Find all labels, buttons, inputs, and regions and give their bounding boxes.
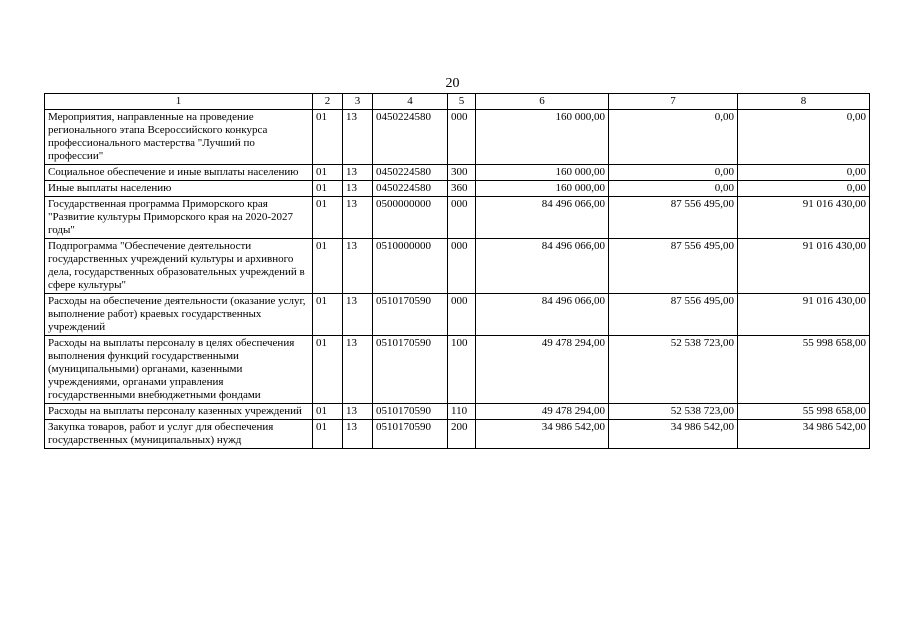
- column-header: 3: [343, 94, 373, 110]
- amount-col6: 160 000,00: [476, 165, 609, 181]
- subsection-code: 13: [343, 197, 373, 239]
- expense-name: Подпрограмма "Обеспечение деятельности государственных учреждений культуры и архивного дела, государственных образовательных учреждений в сфере культуры": [45, 239, 313, 294]
- target-item-code: 0450224580: [373, 181, 448, 197]
- amount-col7: 87 556 495,00: [609, 239, 738, 294]
- amount-col6: 160 000,00: [476, 181, 609, 197]
- amount-col6: 49 478 294,00: [476, 404, 609, 420]
- amount-col7: 52 538 723,00: [609, 336, 738, 404]
- target-item-code: 0510170590: [373, 420, 448, 449]
- table-row: [45, 197, 870, 239]
- target-item-code: 0510000000: [373, 239, 448, 294]
- expense-name: Расходы на выплаты персоналу казенных учреждений: [45, 404, 313, 420]
- amount-col6: 34 986 542,00: [476, 420, 609, 449]
- table-row: [45, 165, 870, 181]
- section-code: 01: [313, 197, 343, 239]
- expense-type-code: 000: [448, 197, 476, 239]
- column-header: 4: [373, 94, 448, 110]
- column-header: 7: [609, 94, 738, 110]
- amount-col6: 160 000,00: [476, 110, 609, 165]
- amount-col6: 84 496 066,00: [476, 239, 609, 294]
- subsection-code: 13: [343, 181, 373, 197]
- subsection-code: 13: [343, 239, 373, 294]
- expense-type-code: 360: [448, 181, 476, 197]
- amount-col8: 0,00: [738, 181, 870, 197]
- section-code: 01: [313, 294, 343, 336]
- table-row: [45, 336, 870, 404]
- section-code: 01: [313, 404, 343, 420]
- expense-type-code: 000: [448, 239, 476, 294]
- section-code: 01: [313, 110, 343, 165]
- column-header: 2: [313, 94, 343, 110]
- column-header: 6: [476, 94, 609, 110]
- subsection-code: 13: [343, 404, 373, 420]
- table-header-row: [45, 94, 870, 110]
- expense-type-code: 200: [448, 420, 476, 449]
- amount-col8: 91 016 430,00: [738, 239, 870, 294]
- amount-col7: 0,00: [609, 181, 738, 197]
- table-row: [45, 404, 870, 420]
- column-header: 5: [448, 94, 476, 110]
- table-row: [45, 110, 870, 165]
- amount-col7: 52 538 723,00: [609, 404, 738, 420]
- target-item-code: 0510170590: [373, 404, 448, 420]
- section-code: 01: [313, 239, 343, 294]
- amount-col6: 49 478 294,00: [476, 336, 609, 404]
- expense-type-code: 000: [448, 294, 476, 336]
- column-header: 8: [738, 94, 870, 110]
- amount-col8: 0,00: [738, 165, 870, 181]
- table-row: [45, 420, 870, 449]
- amount-col8: 0,00: [738, 110, 870, 165]
- expense-name: Государственная программа Приморского края "Развитие культуры Приморского края на 2020-2027 годы": [45, 197, 313, 239]
- subsection-code: 13: [343, 165, 373, 181]
- amount-col8: 55 998 658,00: [738, 404, 870, 420]
- table-row: [45, 239, 870, 294]
- budget-table: [44, 93, 870, 449]
- expense-name: Иные выплаты населению: [45, 181, 313, 197]
- target-item-code: 0450224580: [373, 110, 448, 165]
- expense-name: Расходы на выплаты персоналу в целях обеспечения выполнения функций государственными (муниципальными) органами, казенными учреждениями, органами управления государственными внебюджетными фондами: [45, 336, 313, 404]
- expense-name: Мероприятия, направленные на проведение регионального этапа Всероссийского конкурса профессионального мастерства "Лучший по профессии": [45, 110, 313, 165]
- expense-type-code: 300: [448, 165, 476, 181]
- amount-col7: 0,00: [609, 110, 738, 165]
- amount-col8: 34 986 542,00: [738, 420, 870, 449]
- amount-col8: 55 998 658,00: [738, 336, 870, 404]
- subsection-code: 13: [343, 110, 373, 165]
- expense-name: Расходы на обеспечение деятельности (оказание услуг, выполнение работ) краевых государственных учреждений: [45, 294, 313, 336]
- section-code: 01: [313, 165, 343, 181]
- table-row: [45, 294, 870, 336]
- subsection-code: 13: [343, 336, 373, 404]
- amount-col7: 34 986 542,00: [609, 420, 738, 449]
- amount-col6: 84 496 066,00: [476, 197, 609, 239]
- amount-col6: 84 496 066,00: [476, 294, 609, 336]
- amount-col8: 91 016 430,00: [738, 197, 870, 239]
- target-item-code: 0510170590: [373, 294, 448, 336]
- expense-name: Закупка товаров, работ и услуг для обеспечения государственных (муниципальных) нужд: [45, 420, 313, 449]
- expense-name: Социальное обеспечение и иные выплаты населению: [45, 165, 313, 181]
- amount-col7: 0,00: [609, 165, 738, 181]
- expense-type-code: 100: [448, 336, 476, 404]
- target-item-code: 0450224580: [373, 165, 448, 181]
- amount-col8: 91 016 430,00: [738, 294, 870, 336]
- section-code: 01: [313, 336, 343, 404]
- page-number: 20: [445, 76, 460, 91]
- column-header: 1: [45, 94, 313, 110]
- section-code: 01: [313, 420, 343, 449]
- expense-type-code: 000: [448, 110, 476, 165]
- target-item-code: 0510170590: [373, 336, 448, 404]
- amount-col7: 87 556 495,00: [609, 197, 738, 239]
- subsection-code: 13: [343, 420, 373, 449]
- subsection-code: 13: [343, 294, 373, 336]
- expense-type-code: 110: [448, 404, 476, 420]
- amount-col7: 87 556 495,00: [609, 294, 738, 336]
- target-item-code: 0500000000: [373, 197, 448, 239]
- table-row: [45, 181, 870, 197]
- section-code: 01: [313, 181, 343, 197]
